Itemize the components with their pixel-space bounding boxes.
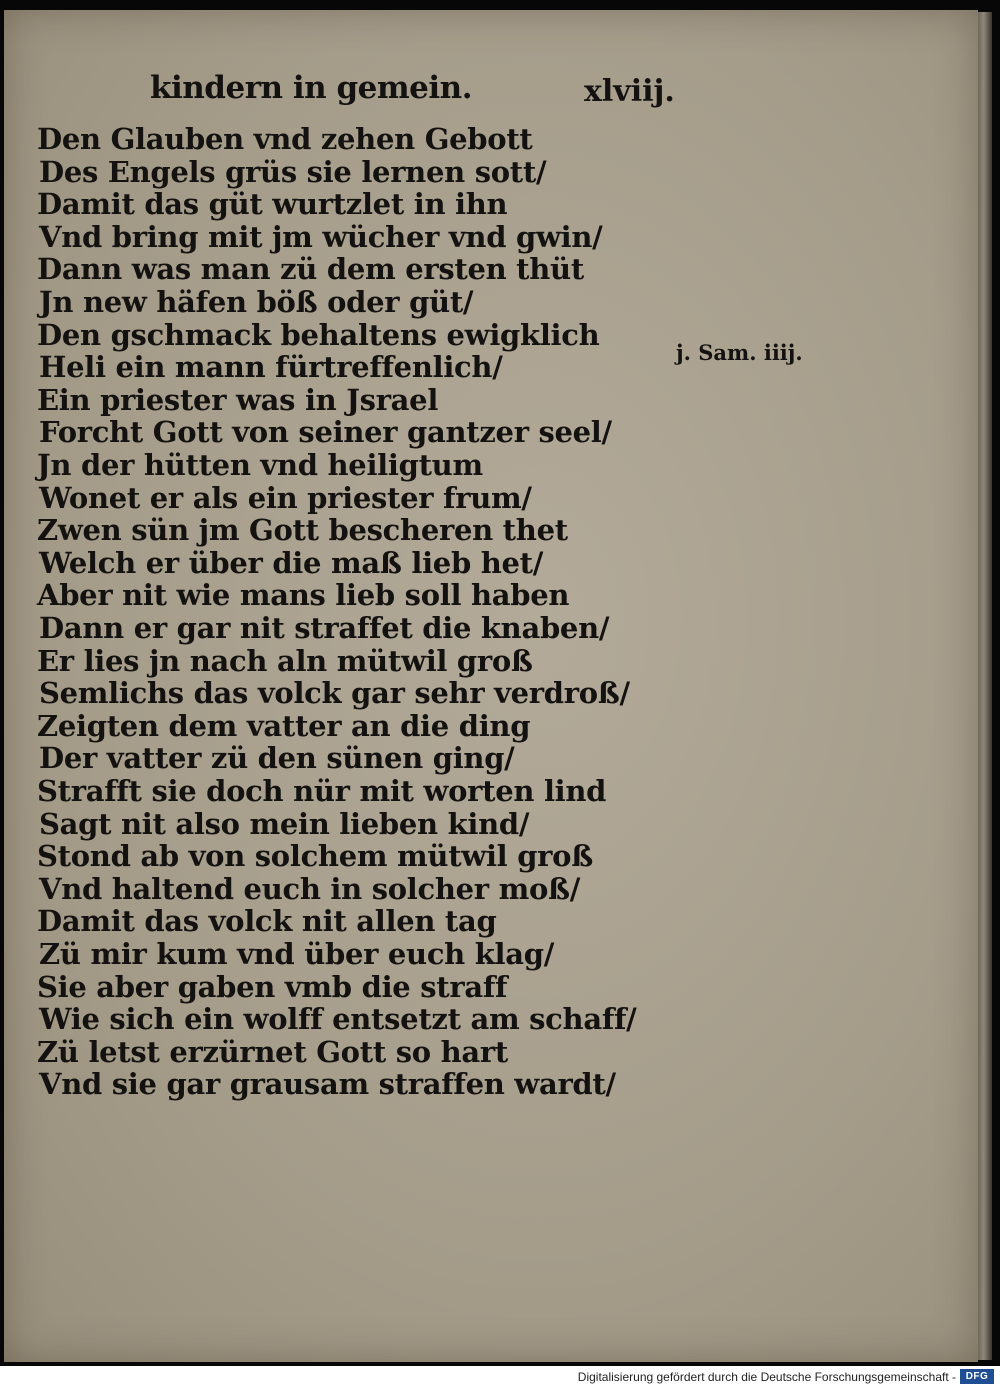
verse-line: Zü letst erzürnet Gott so hart	[37, 1034, 508, 1069]
verse-line: Jn new häfen böß oder güt/	[39, 285, 474, 319]
verse-line: Des Engels grüs sie lernen sott/	[39, 154, 547, 189]
footer-bar	[0, 1366, 1000, 1389]
verse-line: Sie aber gaben vmb die straff	[37, 969, 508, 1004]
verse-line: Dann was man zü dem ersten thüt	[37, 252, 584, 287]
verse-line: Vnd haltend euch in solcher moß/	[39, 871, 581, 906]
verse-line: Vnd bring mit jm wücher vnd gwin/	[39, 219, 603, 254]
verse-line: Wonet er als ein priester frum/	[39, 480, 532, 515]
dfg-logo: DFG	[960, 1369, 994, 1384]
verse-line: Zwen sün jm Gott bescheren thet	[37, 513, 568, 548]
verse-line: Den gschmack behaltens ewigklich	[37, 317, 600, 352]
folio-number: xlviij.	[584, 74, 675, 109]
page-edge	[978, 12, 992, 1360]
verse-line: Aber nit wie mans lieb soll haben	[37, 578, 570, 613]
verse-line: Sagt nit also mein lieben kind/	[39, 806, 530, 841]
funding-notice: Digitalisierung gefördert durch die Deutsche Forschungsgemeinschaft -	[577, 1370, 956, 1384]
verse-line: Stond ab von solchem mütwil groß	[37, 839, 593, 874]
verse-line: Strafft sie doch nür mit worten lind	[37, 774, 607, 808]
verse-line: Ein priester was in Jsrael	[37, 382, 439, 417]
verse-line: Zeigten dem vatter an die ding	[37, 708, 531, 743]
verse-line: Forcht Gott von seiner gantzer seel/	[39, 415, 612, 450]
verse-line: Er lies jn nach aln mütwil groß	[37, 643, 533, 678]
verse-line: Welch er über die maß lieb het/	[39, 545, 544, 580]
running-header: kindern in gemein.	[150, 70, 472, 106]
book-page	[4, 10, 978, 1362]
verse-line: Damit das volck nit allen tag	[37, 904, 497, 939]
verse-line: Vnd sie gar grausam straffen wardt/	[39, 1067, 616, 1102]
verse-line: Den Glauben vnd zehen Gebott	[37, 122, 533, 156]
verse-line: Semlichs das volck gar sehr verdroß/	[39, 676, 630, 711]
verse-line: Zü mir kum vnd über euch klag/	[39, 937, 555, 971]
verse-line: Heli ein mann fürtreffenlich/	[39, 350, 503, 385]
verse-line: Der vatter zü den sünen ging/	[39, 741, 515, 776]
verse-line: Damit das güt wurtzlet in ihn	[37, 187, 508, 222]
verse-line: Wie sich ein wolff entsetzt am schaff/	[39, 1002, 637, 1037]
verse-line: Jn der hütten vnd heiligtum	[37, 448, 483, 482]
marginal-reference: j. Sam. iiij.	[676, 340, 803, 365]
verse-line: Dann er gar nit straffet die knaben/	[39, 611, 610, 645]
